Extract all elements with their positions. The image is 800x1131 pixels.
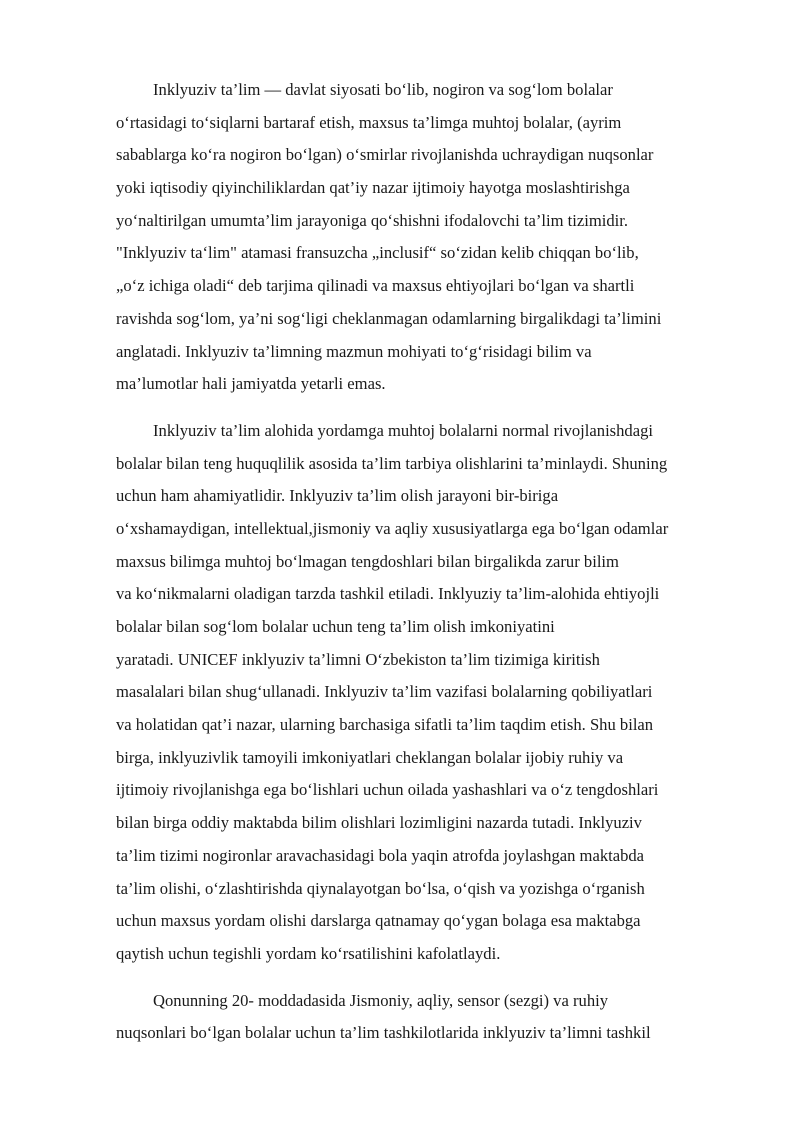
text-line: yo‘naltirilgan umumta’lim jarayoniga qo‘shishni ifodalovchi ta’lim tizimidir.	[116, 210, 628, 230]
text-line: nuqsonlari bo‘lgan bolalar uchun ta’lim tashkilotlarida inklyuziv ta’limni tashkil	[116, 1023, 651, 1043]
text-line: ijtimoiy rivojlanishga ega bo‘lishlari uchun oilada yashashlari va o‘z tengdoshlari	[116, 780, 659, 800]
text-line: masalalari bilan shug‘ullanadi. Inklyuziv ta’lim vazifasi bolalarning qobiliyatlari	[116, 682, 653, 702]
text-line: sabablarga ko‘ra nogiron bo‘lgan) o‘smirlar rivojlanishda uchraydigan nuqsonlar	[116, 145, 654, 165]
paragraph-inclusive-education-definition	[116, 74, 742, 401]
text-line: birga, inklyuzivlik tamoyili imkoniyatlari cheklangan bolalar ijobiy ruhiy va	[116, 747, 624, 767]
document-page	[116, 74, 742, 1064]
text-line: ma’lumotlar hali jamiyatda yetarli emas.	[116, 374, 386, 394]
text-line: va holatidan qat’i nazar, ularning barchasiga sifatli ta’lim taqdim etish. Shu bilan	[116, 715, 654, 735]
text-line: ta’lim olishi, o‘zlashtirishda qiynalayotgan bo‘lsa, o‘qish va yozishga o‘rganish	[116, 878, 645, 898]
text-line: bilan birga oddiy maktabda bilim olishlari lozimligini nazarda tutadi. Inklyuziv	[116, 813, 642, 833]
text-line: uchun ham ahamiyatlidir. Inklyuziv ta’lim olish jarayoni bir-biriga	[116, 486, 559, 506]
text-line: bolalar bilan sog‘lom bolalar uchun teng ta’lim olish imkoniyatini	[116, 617, 555, 636]
text-line: Inklyuziv ta’lim — davlat siyosati bo‘lib, nogiron va sog‘lom bolalar	[153, 80, 613, 99]
text-line: ravishda sog‘lom, ya’ni sog‘ligi cheklanmagan odamlarning birgalikdagi ta’limini	[116, 308, 662, 328]
text-line: Inklyuziv ta’lim alohida yordamga muhtoj bolalarni normal rivojlanishdagi	[153, 420, 654, 440]
text-line: qaytish uchun tegishli yordam ko‘rsatilishini kafolatlaydi.	[116, 943, 501, 963]
text-line: yoki iqtisodiy qiyinchiliklardan qat’iy nazar ijtimoiy hayotga moslashtirishga	[116, 178, 630, 198]
text-line: va ko‘nikmalarni oladigan tarzda tashkil etiladi. Inklyuziy ta’lim-alohida ehtiyojli	[116, 584, 660, 604]
text-line: anglatadi. Inklyuziv ta’limning mazmun mohiyati to‘g‘risidagi bilim va	[116, 341, 592, 361]
text-line: uchun maxsus yordam olishi darslarga qatnamay qo‘ygan bolaga esa maktabga	[116, 911, 641, 931]
text-line: "Inklyuziv ta‘lim" atamasi fransuzcha „inclusif“ so‘zidan kelib chiqqan bo‘lib,	[116, 243, 639, 263]
text-line: bolalar bilan teng huquqlilik asosida ta’lim tarbiya olishlarini ta’minlaydi. Shuning	[116, 453, 668, 473]
text-line: yaratadi. UNICEF inklyuziv ta’limni O‘zbekiston ta’lim tizimiga kiritish	[116, 649, 600, 669]
text-line: maxsus bilimga muhtoj bo‘lmagan tengdoshlari bilan birgalikda zarur bilim	[116, 551, 619, 571]
text-line: ta’lim tizimi nogironlar aravachasidagi bola yaqin atrofda joylashgan maktabda	[116, 845, 645, 865]
text-line: o‘xshamaydigan, intellektual,jismoniy va aqliy xususiyatlarga ega bo‘lgan odamlar	[116, 518, 669, 538]
text-line: o‘rtasidagi to‘siqlarni bartaraf etish, maxsus ta’limga muhtoj bolalar, (ayrim	[116, 112, 622, 132]
text-line: Qonunning 20- moddadasida Jismoniy, aqliy, sensor (sezgi) va ruhiy	[153, 990, 609, 1010]
paragraph-inclusive-education-purpose	[116, 415, 742, 971]
text-line: „o‘z ichiga oladi“ deb tarjima qilinadi va maxsus ehtiyojlari bo‘lgan va shartli	[116, 276, 635, 296]
paragraph-law-article-20	[116, 985, 742, 1050]
